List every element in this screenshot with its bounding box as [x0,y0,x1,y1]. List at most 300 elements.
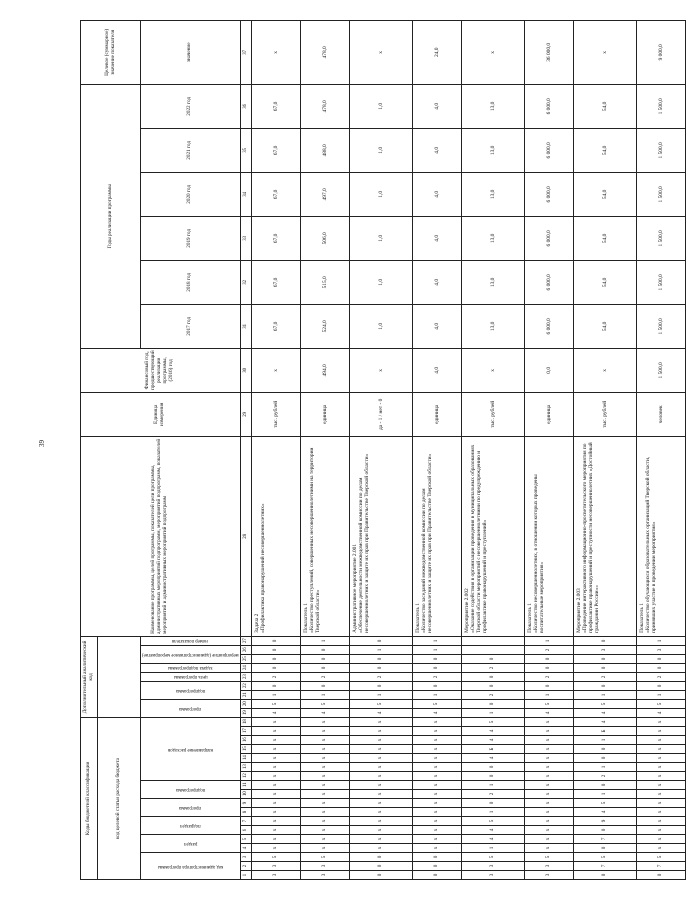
code-cell: х [251,763,300,772]
table-row [349,20,412,879]
row-name: Мероприятие 2.003 «Проведение интерактивного информационно-просветительского мероприятия по профилактике правонарушений и преступности несовершеннолетних «Достойный гражданин России»» [573,436,636,636]
code-cell: х [251,826,300,835]
code-cell: 0 [349,654,412,663]
code-cell: х [524,727,573,736]
code-cell: х [412,727,461,736]
code-cell: х [524,717,573,726]
code-cell: Б [461,745,524,754]
code-cell: х [251,772,300,781]
row-year-value: 4,0 [412,128,461,172]
fin-year-header: Финансовый год, предшествующий реализации программы, (2016) год [81,348,241,392]
code-cell: х [251,781,300,790]
code-cell: х [524,826,573,835]
year-header-4: 2021 год [141,128,241,172]
column-number: 22 [240,681,251,690]
code-cell [461,636,524,645]
code-cell: 1 [573,763,636,772]
code-cell: х [524,808,573,817]
column-number: 14 [240,754,251,763]
code-cell: 5 [573,799,636,808]
code-cell: х [636,763,685,772]
razdel-header: раздел [183,841,197,847]
row-unit: тыс. рублей [251,392,300,436]
row-year-value: 497,0 [300,172,349,216]
row-year-value: 6 000,0 [524,260,573,304]
row-year-value: 506,0 [300,216,349,260]
row-year-value: 6 000,0 [524,304,573,348]
code-cell: х [300,817,349,826]
code-cell: 0 [412,862,461,871]
code-cell: 0 [573,654,636,663]
column-number: 8 [240,808,251,817]
row-fin-year: х [461,348,524,392]
code-cell: х [300,835,349,844]
code-cell: 0 [524,654,573,663]
code-cell: 0 [412,654,461,663]
code-cell: 5 [412,699,461,708]
row-target: 36 000,0 [524,20,573,84]
code-cell: х [349,844,412,853]
code-cell: 1 [349,690,412,699]
column-number: 15 [240,745,251,754]
budget-codes-header: Коды бюджетной классификации [81,717,98,879]
code-cell: 3 [524,871,573,880]
code-cell: 5 [636,699,685,708]
code-cell: х [349,772,412,781]
code-cell: 0 [349,636,412,645]
code-cell: 3 [300,871,349,880]
code-cell: х [349,808,412,817]
code-cell: 2 [251,672,300,681]
table-row [300,20,349,879]
code-cell: 2 [412,672,461,681]
row-year-value: 13,0 [461,304,524,348]
row-year-value: 54,0 [573,84,636,128]
code-cell: х [412,745,461,754]
code-cell: 3 [300,862,349,871]
row-year-value: 13,0 [461,84,524,128]
row-target: х [349,20,412,84]
row-target: 24,0 [412,20,461,84]
code-cell: 5 [573,853,636,862]
extra-code-header-0: программа [179,706,202,712]
row-name: Мероприятие 2.002 «Оказание содействия в организации проведения в муниципальных образованиях Тверской области мероприятий с несовершеннолетними по предупреждению и профилактике правонарушений и преступлений» [461,436,524,636]
column-number: 9 [240,799,251,808]
table-row [461,20,524,879]
row-year-value: 488,0 [300,128,349,172]
code-cell: 1 [300,690,349,699]
code-cell: х [636,844,685,853]
code-cell: 4 [300,708,349,717]
code-cell: х [524,745,573,754]
table-row [251,20,300,879]
row-fin-year: х [573,348,636,392]
row-year-value: 1 500,0 [636,128,685,172]
row-year-value: 67,0 [251,128,300,172]
code-cell: 0 [300,645,349,654]
row-unit: тыс. рублей [461,392,524,436]
code-cell: х [349,727,412,736]
row-year-value: 1,0 [349,172,412,216]
code-cell: 0 [636,663,685,672]
code-cell: х [636,826,685,835]
program-indicators-table [80,20,686,880]
code-cell: 0 [251,654,300,663]
code-cell: х [524,835,573,844]
code-cell: 5 [251,699,300,708]
code-cell [461,645,524,654]
code-cell: 1 [349,645,412,654]
code-cell: х [636,781,685,790]
row-year-value: 4,0 [412,260,461,304]
code-cell: 0 [349,871,412,880]
code-cell: х [300,790,349,799]
code-cell: х [300,826,349,835]
row-year-value: 1,0 [349,260,412,304]
page-number: 39 [38,440,46,447]
code-cell: х [300,736,349,745]
code-cell: 0 [461,681,524,690]
code-cell: 0 [349,663,412,672]
row-year-value: 13,0 [461,216,524,260]
code-cell: 0 [573,681,636,690]
code-cell: 1 [251,690,300,699]
extra-code-header-5: номер показателя [172,637,209,643]
row-year-value: 54,0 [573,216,636,260]
code-cell: х [251,727,300,736]
column-number: 10 [240,790,251,799]
code-cell: 4 [636,708,685,717]
year-header-2: 2019 год [141,216,241,260]
row-unit: тыс. рублей [573,392,636,436]
code-cell: 1 [412,636,461,645]
code-cell: х [300,808,349,817]
row-fin-year: х [349,348,412,392]
code-cell: 0 [349,862,412,871]
row-year-value: 1 500,0 [636,172,685,216]
code-cell: 0 [524,681,573,690]
code-cell: х [412,754,461,763]
code-cell: х [412,772,461,781]
code-cell: х [636,717,685,726]
column-number: 7 [240,817,251,826]
code-cell: 5 [461,853,524,862]
code-cell: х [251,799,300,808]
extra-code-header-2: цель программы [173,673,208,679]
row-year-value: 478,0 [300,84,349,128]
code-cell: 1 [524,690,573,699]
code-cell: х [412,799,461,808]
code-cell: 0 [573,826,636,835]
code-cell: 5 [300,853,349,862]
code-cell: 4 [412,708,461,717]
code-cell: 1 [573,690,636,699]
code-cell: 0 [461,654,524,663]
code-cell: х [636,727,685,736]
code-cell: х [349,781,412,790]
code-cell: х [251,817,300,826]
column-number: 6 [240,826,251,835]
extra-codes-header: Дополнительный аналитический код [81,636,98,717]
code-cell: 2 [461,790,524,799]
code-cell: 2 [349,672,412,681]
code-cell: 5 [524,853,573,862]
expense-direction-header: направление расходов [167,746,213,752]
code-cell: х [300,799,349,808]
extra-code-header-4: мероприятие (административное мероприятие) [142,652,239,658]
code-cell: 5 [636,853,685,862]
code-cell: 4 [573,717,636,726]
code-cell: 0 [636,654,685,663]
column-number: 26 [240,645,251,654]
code-cell: х [300,754,349,763]
code-cell: 4 [573,808,636,817]
code-cell: х [412,808,461,817]
row-year-value: 1 500,0 [636,84,685,128]
code-cell: х [412,826,461,835]
years-header: Годы реализации программы [81,84,141,348]
row-year-value: 1,0 [349,216,412,260]
column-number: 19 [240,708,251,717]
code-cell: 0 [636,871,685,880]
row-year-value: 6 000,0 [524,216,573,260]
code-cell: х [349,763,412,772]
target-header: Целевое (суммарное) значение показателя [81,20,141,84]
column-number: 29 [240,392,251,436]
code-cell: х [300,727,349,736]
code-cell: 0 [251,636,300,645]
code-cell: 5 [251,853,300,862]
year-header-1: 2018 год [141,260,241,304]
row-name: Показатель 1 «Количество несовершеннолетних, в отношении которых проведены воспитательные мероприятия» [524,436,573,636]
code-cell: х [349,790,412,799]
code-cell: 4 [251,708,300,717]
row-name: Показатель 1 «Количество заседаний межведомственной комиссии по делам несовершеннолетних и защите их прав при Правительстве Тверской области» [412,436,461,636]
year-header-0: 2017 год [141,304,241,348]
code-cell: 0 [412,663,461,672]
column-number: 12 [240,772,251,781]
column-number: 20 [240,699,251,708]
extra-code-header-1: подпрограмма [175,688,205,694]
code-cell: 1 [573,736,636,745]
code-cell: х [251,835,300,844]
code-cell: 0 [573,663,636,672]
code-cell: х [412,781,461,790]
code-cell: 4 [461,754,524,763]
code-admin-header: код администратора программы [157,863,223,869]
unit-header: Единица измерения [81,392,241,436]
code-cell: 0 [251,681,300,690]
code-cell: 5 [300,699,349,708]
column-number: 33 [240,216,251,260]
code-cell: х [524,772,573,781]
column-number: 2 [240,862,251,871]
row-year-value: 13,0 [461,128,524,172]
code-cell: 2 [461,663,524,672]
code-cell: х [412,835,461,844]
code-cell: 0 [573,754,636,763]
code-cell: 4 [461,727,524,736]
code-cell: 4 [524,708,573,717]
code-cell: 2 [636,672,685,681]
code-cell: х [349,736,412,745]
row-year-value: 6 000,0 [524,128,573,172]
table-row [573,20,636,879]
code-cell: 1 [524,636,573,645]
column-number: 27 [240,636,251,645]
code-cell: х [524,736,573,745]
row-name: Показатель 1 «Количество обучающихся образовательных организаций Тверской области, принявших участие в проведении мероприятия» [636,436,685,636]
code-cell: х [524,844,573,853]
column-number: 37 [240,20,251,84]
code-cell: 1 [461,708,524,717]
column-number: 24 [240,663,251,672]
column-number: 1 [240,871,251,880]
row-unit: единица [412,392,461,436]
row-year-value: 1,0 [349,84,412,128]
column-number: 17 [240,727,251,736]
code-cell: Б [573,727,636,736]
row-year-value: 54,0 [573,128,636,172]
column-number: 35 [240,128,251,172]
row-name: Показатель 1 «Количество преступлений, совершенных несовершеннолетними на территории Тверской области» [300,436,349,636]
code-cell: 0 [573,781,636,790]
code-cell: х [412,817,461,826]
column-number: 3 [240,853,251,862]
code-cell: 2 [573,772,636,781]
code-cell: 0 [251,663,300,672]
podrazdel-header: подраздел [180,823,201,829]
code-cell: 0 [461,772,524,781]
code-cell: х [349,826,412,835]
code-cell: 2 [524,645,573,654]
row-year-value: 54,0 [573,172,636,216]
row-year-value: 4,0 [412,304,461,348]
code-cell: х [349,835,412,844]
column-number: 32 [240,260,251,304]
code-cell: 0 [300,663,349,672]
column-number: 16 [240,736,251,745]
row-year-value: 4,0 [412,84,461,128]
code-cell: 5 [461,717,524,726]
target-value-header: значение [141,20,241,84]
row-year-value: 6 000,0 [524,84,573,128]
code-cell: х [636,736,685,745]
column-number: 34 [240,172,251,216]
code-cell: х [636,835,685,844]
code-cell: 5 [349,699,412,708]
row-year-value: 1,0 [349,304,412,348]
code-cell: х [412,736,461,745]
row-year-value: 515,0 [300,260,349,304]
code-cell: х [636,745,685,754]
table-row [524,20,573,879]
row-fin-year: 494,0 [300,348,349,392]
code-cell: 0 [461,672,524,681]
code-cell: 1 [412,645,461,654]
extra-code-header-3: задача подпрограммы [168,664,213,670]
code-cell: х [524,790,573,799]
year-header-5: 2022 год [141,84,241,128]
code-cell: х [412,844,461,853]
code-cell: 0 [524,663,573,672]
code-cell: х [636,817,685,826]
code-cell: 0 [573,844,636,853]
code-cell: х [524,817,573,826]
row-year-value: 6 000,0 [524,172,573,216]
row-year-value: 67,0 [251,216,300,260]
code-cell: 0 [573,871,636,880]
code-cell: 7 [573,862,636,871]
row-name: Задача 2 «Профилактика правонарушений несовершеннолетних» [251,436,300,636]
code-cell: х [349,745,412,754]
code-cell: 4 [461,835,524,844]
code-cell: 0 [636,681,685,690]
row-fin-year: х [251,348,300,392]
code-cell: 3 [524,862,573,871]
row-unit: да - 1 / нет - 0 [349,392,412,436]
row-year-value: 524,0 [300,304,349,348]
column-number: 25 [240,654,251,663]
budget-codes-subheader: код целевой статьи расхода бюджета [98,717,141,879]
code-cell: 3 [461,871,524,880]
code-cell: х [300,745,349,754]
row-target: 478,0 [300,20,349,84]
code-cell: 0 [412,853,461,862]
code-cell: 1 [573,790,636,799]
row-target: х [573,20,636,84]
code-cell: 1 [461,781,524,790]
code-cell: х [636,790,685,799]
code-cell: 1 [636,690,685,699]
code-cell: 7 [636,862,685,871]
row-year-value: 13,0 [461,260,524,304]
code-cell: 5 [573,699,636,708]
code-cell: 0 [461,699,524,708]
code-cell: 7 [573,835,636,844]
code-cell: 0 [349,681,412,690]
column-number: 21 [240,690,251,699]
code-cell: 1 [461,844,524,853]
name-header: Наименование программы, целей программы, показателей цели программы, административных мероприятий подпрограмм, мероприятий подпрограмм, показателей мероприятий и административных мероприятий подпрограмм [81,436,241,636]
target-subprogram-header: подпрограмма [175,787,205,793]
table-row [636,20,685,879]
code-cell: х [349,754,412,763]
code-cell: 1 [300,636,349,645]
code-cell: х [251,790,300,799]
row-year-value: 67,0 [251,172,300,216]
row-year-value: 1 500,0 [636,260,685,304]
code-cell: х [524,754,573,763]
code-cell: 4 [461,826,524,835]
code-cell: х [412,763,461,772]
code-cell: 0 [349,853,412,862]
code-cell: 3 [251,871,300,880]
code-cell: 0 [461,799,524,808]
code-cell: 1 [636,636,685,645]
row-year-value: 13,0 [461,172,524,216]
row-year-value: 67,0 [251,260,300,304]
code-cell: х [636,799,685,808]
code-cell: х [300,772,349,781]
column-number: 36 [240,84,251,128]
code-cell: 0 [251,645,300,654]
code-cell: х [349,717,412,726]
code-cell: х [251,754,300,763]
code-cell: 2 [524,672,573,681]
column-number: 13 [240,763,251,772]
row-unit: человек [636,392,685,436]
